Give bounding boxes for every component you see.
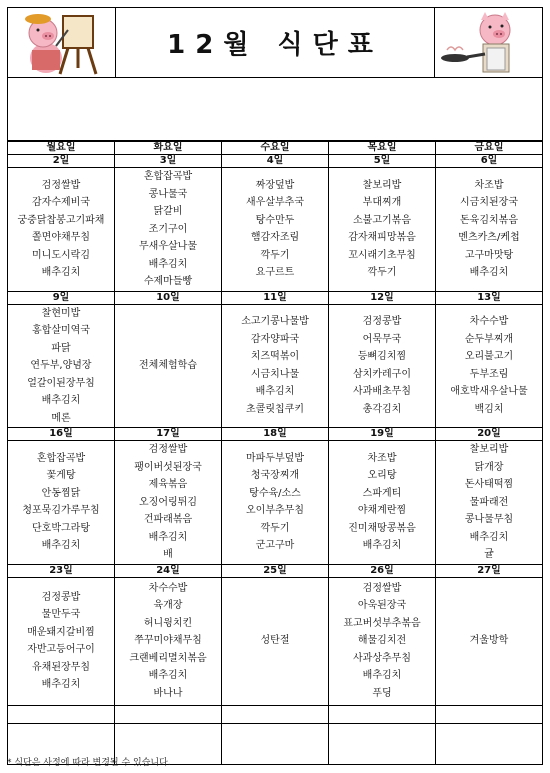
menu-item: 시금치나물 <box>250 368 300 380</box>
menu-item: 찰보리밥 <box>362 179 402 191</box>
menu-item: 진미채땅콩볶음 <box>348 522 416 534</box>
date-cell: 18일 <box>222 428 329 441</box>
menu-item: 푸딩 <box>372 687 392 699</box>
menu-item: 배추김치 <box>469 531 509 543</box>
menu-cell <box>8 304 115 428</box>
menu-item: 혼합잡곡밥 <box>143 171 193 182</box>
header <box>7 7 543 78</box>
date-row <box>8 155 543 168</box>
pig-painter-illustration <box>8 8 116 77</box>
menu-item: 어묵무국 <box>362 333 402 345</box>
menu-cell <box>329 168 436 292</box>
menu-item: 치즈떡볶이 <box>250 351 300 363</box>
menu-row <box>8 304 543 428</box>
date-cell: 27일 <box>436 564 543 577</box>
menu-item: 새우살부추국 <box>246 197 304 209</box>
menu-item: 닭개장 <box>474 461 504 473</box>
day-header: 월요일 <box>8 142 115 155</box>
menu-item: 배추김치 <box>362 540 402 552</box>
menu-item: 바나나 <box>153 687 183 699</box>
menu-item: 홍합살미역국 <box>32 325 90 336</box>
menu-item: 크랜베리멸치볶음 <box>129 652 207 664</box>
menu-item: 콩나물무침 <box>464 514 514 525</box>
menu-item: 건파래볶음 <box>143 514 193 525</box>
menu-item: 유채된장무침 <box>32 661 90 673</box>
menu-row <box>8 168 543 292</box>
menu-item: 자반고등어구이 <box>27 644 95 655</box>
menu-item: 배추김치 <box>148 670 188 682</box>
menu-item: 야채계란찜 <box>357 505 407 517</box>
menu-item: 안동찜닭 <box>41 487 81 499</box>
menu-item: 배추김치 <box>41 540 81 552</box>
menu-item: 청포묵김가루무침 <box>22 505 100 517</box>
menu-item: 배추김치 <box>41 679 81 690</box>
date-cell: 10일 <box>115 291 222 304</box>
date-row <box>8 291 543 304</box>
menu-item: 꼬시래기초무침 <box>348 249 416 261</box>
menu-item: 짜장덮밥 <box>255 179 295 191</box>
menu-item: 허니윙치킨 <box>143 617 193 629</box>
menu-item: 돈사태떡찜 <box>464 479 514 490</box>
menu-item: 등뼈김치찜 <box>357 351 407 363</box>
day-header: 수요일 <box>222 142 329 155</box>
menu-item: 배추김치 <box>148 258 188 270</box>
day-header: 금요일 <box>436 142 543 155</box>
menu-item: 매운돼지갈비찜 <box>27 626 95 638</box>
menu-item: 궁중닭찹봉고기파채 <box>17 214 105 226</box>
menu-row <box>8 577 543 705</box>
date-cell: 20일 <box>436 428 543 441</box>
menu-item: 시금치된장국 <box>460 197 518 209</box>
menu-cell <box>115 168 222 292</box>
menu-item: 탕수육/소스 <box>249 487 301 499</box>
menu-item: 깍두기 <box>260 249 290 261</box>
menu-table <box>7 141 543 765</box>
date-cell: 24일 <box>115 564 222 577</box>
menu-item: 단호박그라탕 <box>32 522 90 534</box>
blank-cell <box>436 723 543 764</box>
menu-item: 물파래전 <box>469 496 509 508</box>
blank-row <box>8 705 543 723</box>
menu-item: 해물김치전 <box>357 635 407 647</box>
menu-item: 찰보리밥 <box>469 444 509 455</box>
menu-item: 돈육김치볶음 <box>460 214 518 226</box>
menu-item: 사과배초무침 <box>353 386 411 398</box>
menu-cell <box>115 441 222 565</box>
menu-item: 검정쌀밥 <box>148 444 188 455</box>
menu-item: 차조밥 <box>474 179 504 191</box>
menu-cell <box>436 304 543 428</box>
menu-item: 배 <box>163 549 173 560</box>
menu-item: 아욱된장국 <box>357 600 407 612</box>
day-header: 화요일 <box>115 142 222 155</box>
menu-item: 스파게티 <box>362 487 402 499</box>
menu-item: 겨울방학 <box>469 635 509 647</box>
menu-item: 청국장찌개 <box>250 470 300 482</box>
date-cell: 2일 <box>8 155 115 168</box>
menu-item: 혼합잡곡밥 <box>36 452 86 464</box>
menu-sheet <box>7 7 543 765</box>
menu-item: 쫄면야채무침 <box>32 232 90 244</box>
menu-item: 사과상추무침 <box>353 652 411 664</box>
page-title: 12월 식단표 <box>167 30 383 60</box>
notice-box <box>7 78 543 141</box>
menu-item: 콩나물국 <box>148 188 188 200</box>
day-header: 목요일 <box>329 142 436 155</box>
menu-item: 조기구이 <box>148 223 188 235</box>
menu-item: 부대찌개 <box>362 197 402 209</box>
menu-item: 초콜릿칩쿠키 <box>246 403 304 415</box>
menu-item: 감자채피망볶음 <box>348 232 416 244</box>
menu-cell <box>436 577 543 705</box>
menu-item: 전체체험학습 <box>139 360 197 371</box>
menu-item: 깍두기 <box>260 522 290 534</box>
menu-item: 오리탕 <box>367 470 397 482</box>
menu-cell <box>436 441 543 565</box>
menu-item: 검정쌀밥 <box>41 179 81 191</box>
date-cell: 23일 <box>8 564 115 577</box>
menu-item: 햄감자조림 <box>250 232 300 244</box>
menu-item: 표고버섯부추볶음 <box>343 617 421 629</box>
menu-item: 배추김치 <box>255 386 295 398</box>
date-cell: 11일 <box>222 291 329 304</box>
menu-cell <box>329 441 436 565</box>
blank-cell <box>222 705 329 723</box>
menu-item: 차수수밥 <box>148 582 188 594</box>
menu-cell <box>222 168 329 292</box>
menu-cell <box>115 577 222 705</box>
menu-item: 깍두기 <box>367 267 397 279</box>
menu-cell <box>329 304 436 428</box>
date-cell: 5일 <box>329 155 436 168</box>
menu-item: 육개장 <box>153 600 183 612</box>
menu-item: 배추김치 <box>41 267 81 279</box>
menu-item: 연두부,양념장 <box>30 360 92 371</box>
date-cell: 25일 <box>222 564 329 577</box>
menu-item: 얼갈이된장무침 <box>27 377 95 389</box>
menu-cell <box>8 577 115 705</box>
menu-item: 쭈꾸미야채무침 <box>134 635 202 647</box>
menu-item: 탕수만두 <box>255 214 295 226</box>
menu-item: 애호박새우살나물 <box>450 386 528 398</box>
date-cell: 13일 <box>436 291 543 304</box>
menu-item: 파닭 <box>51 342 71 354</box>
menu-item: 총각김치 <box>362 403 402 415</box>
menu-cell <box>329 577 436 705</box>
date-cell: 26일 <box>329 564 436 577</box>
blank-cell <box>8 705 115 723</box>
menu-cell <box>8 441 115 565</box>
menu-item: 멘츠카츠/케첩 <box>458 232 520 244</box>
menu-item: 수제마들빵 <box>143 276 193 287</box>
date-row <box>8 564 543 577</box>
footnote: * 식단은 사정에 따라 변경될 수 있습니다. <box>7 758 171 768</box>
menu-item: 성탄절 <box>260 635 290 647</box>
menu-item: 제육볶음 <box>148 479 188 490</box>
menu-item: 두부조림 <box>469 368 509 380</box>
menu-item: 순두부찌개 <box>464 333 514 345</box>
blank-cell <box>329 705 436 723</box>
menu-item: 감자수제비국 <box>32 197 90 209</box>
blank-cell <box>329 723 436 764</box>
menu-item: 검정쌀밥 <box>362 582 402 594</box>
menu-item: 백김치 <box>474 403 504 415</box>
menu-item: 고구마맛탕 <box>464 249 514 261</box>
blank-cell <box>115 705 222 723</box>
menu-item: 삼치카레구이 <box>353 368 411 380</box>
menu-cell <box>436 168 543 292</box>
menu-item: 메론 <box>51 412 71 424</box>
blank-cell <box>436 705 543 723</box>
menu-cell <box>222 304 329 428</box>
date-cell: 3일 <box>115 155 222 168</box>
menu-item: 요구르트 <box>255 267 295 279</box>
date-cell: 12일 <box>329 291 436 304</box>
menu-item: 배추김치 <box>469 267 509 279</box>
menu-item: 검정콩밥 <box>362 316 402 328</box>
menu-item: 감자양파국 <box>250 333 300 345</box>
menu-item: 차수수밥 <box>469 316 509 328</box>
menu-item: 배추김치 <box>148 531 188 543</box>
menu-item: 오징어링튀김 <box>139 496 197 508</box>
blank-cell <box>222 723 329 764</box>
pig-chef-illustration <box>434 8 542 77</box>
menu-item: 닭갈비 <box>153 206 183 217</box>
date-cell: 17일 <box>115 428 222 441</box>
date-cell: 4일 <box>222 155 329 168</box>
menu-item: 군고구마 <box>255 540 295 552</box>
menu-item: 배추김치 <box>362 670 402 682</box>
menu-item: 소고기콩나물밥 <box>241 316 309 328</box>
date-cell: 6일 <box>436 155 543 168</box>
date-cell: 19일 <box>329 428 436 441</box>
menu-item: 검정콩밥 <box>41 591 81 603</box>
menu-cell <box>222 441 329 565</box>
menu-item: 오리불고기 <box>464 351 514 363</box>
menu-item: 미니도시락김 <box>32 249 90 261</box>
menu-item: 귤 <box>484 549 494 560</box>
menu-item: 꽃게탕 <box>46 470 76 482</box>
date-row <box>8 428 543 441</box>
date-cell: 16일 <box>8 428 115 441</box>
menu-item: 팽이버섯된장국 <box>134 461 202 473</box>
menu-item: 소불고기볶음 <box>353 214 411 226</box>
menu-row <box>8 441 543 565</box>
menu-cell <box>222 577 329 705</box>
menu-cell <box>8 168 115 292</box>
menu-item: 차조밥 <box>367 452 397 464</box>
menu-item: 마파두부덮밥 <box>246 452 304 464</box>
menu-cell <box>115 304 222 428</box>
date-cell: 9일 <box>8 291 115 304</box>
menu-item: 찰현미밥 <box>41 307 81 319</box>
menu-item: 물만두국 <box>41 609 81 620</box>
menu-item: 무새우살나물 <box>139 241 197 252</box>
menu-item: 배추김치 <box>41 395 81 406</box>
menu-item: 오이부추무침 <box>246 505 304 517</box>
